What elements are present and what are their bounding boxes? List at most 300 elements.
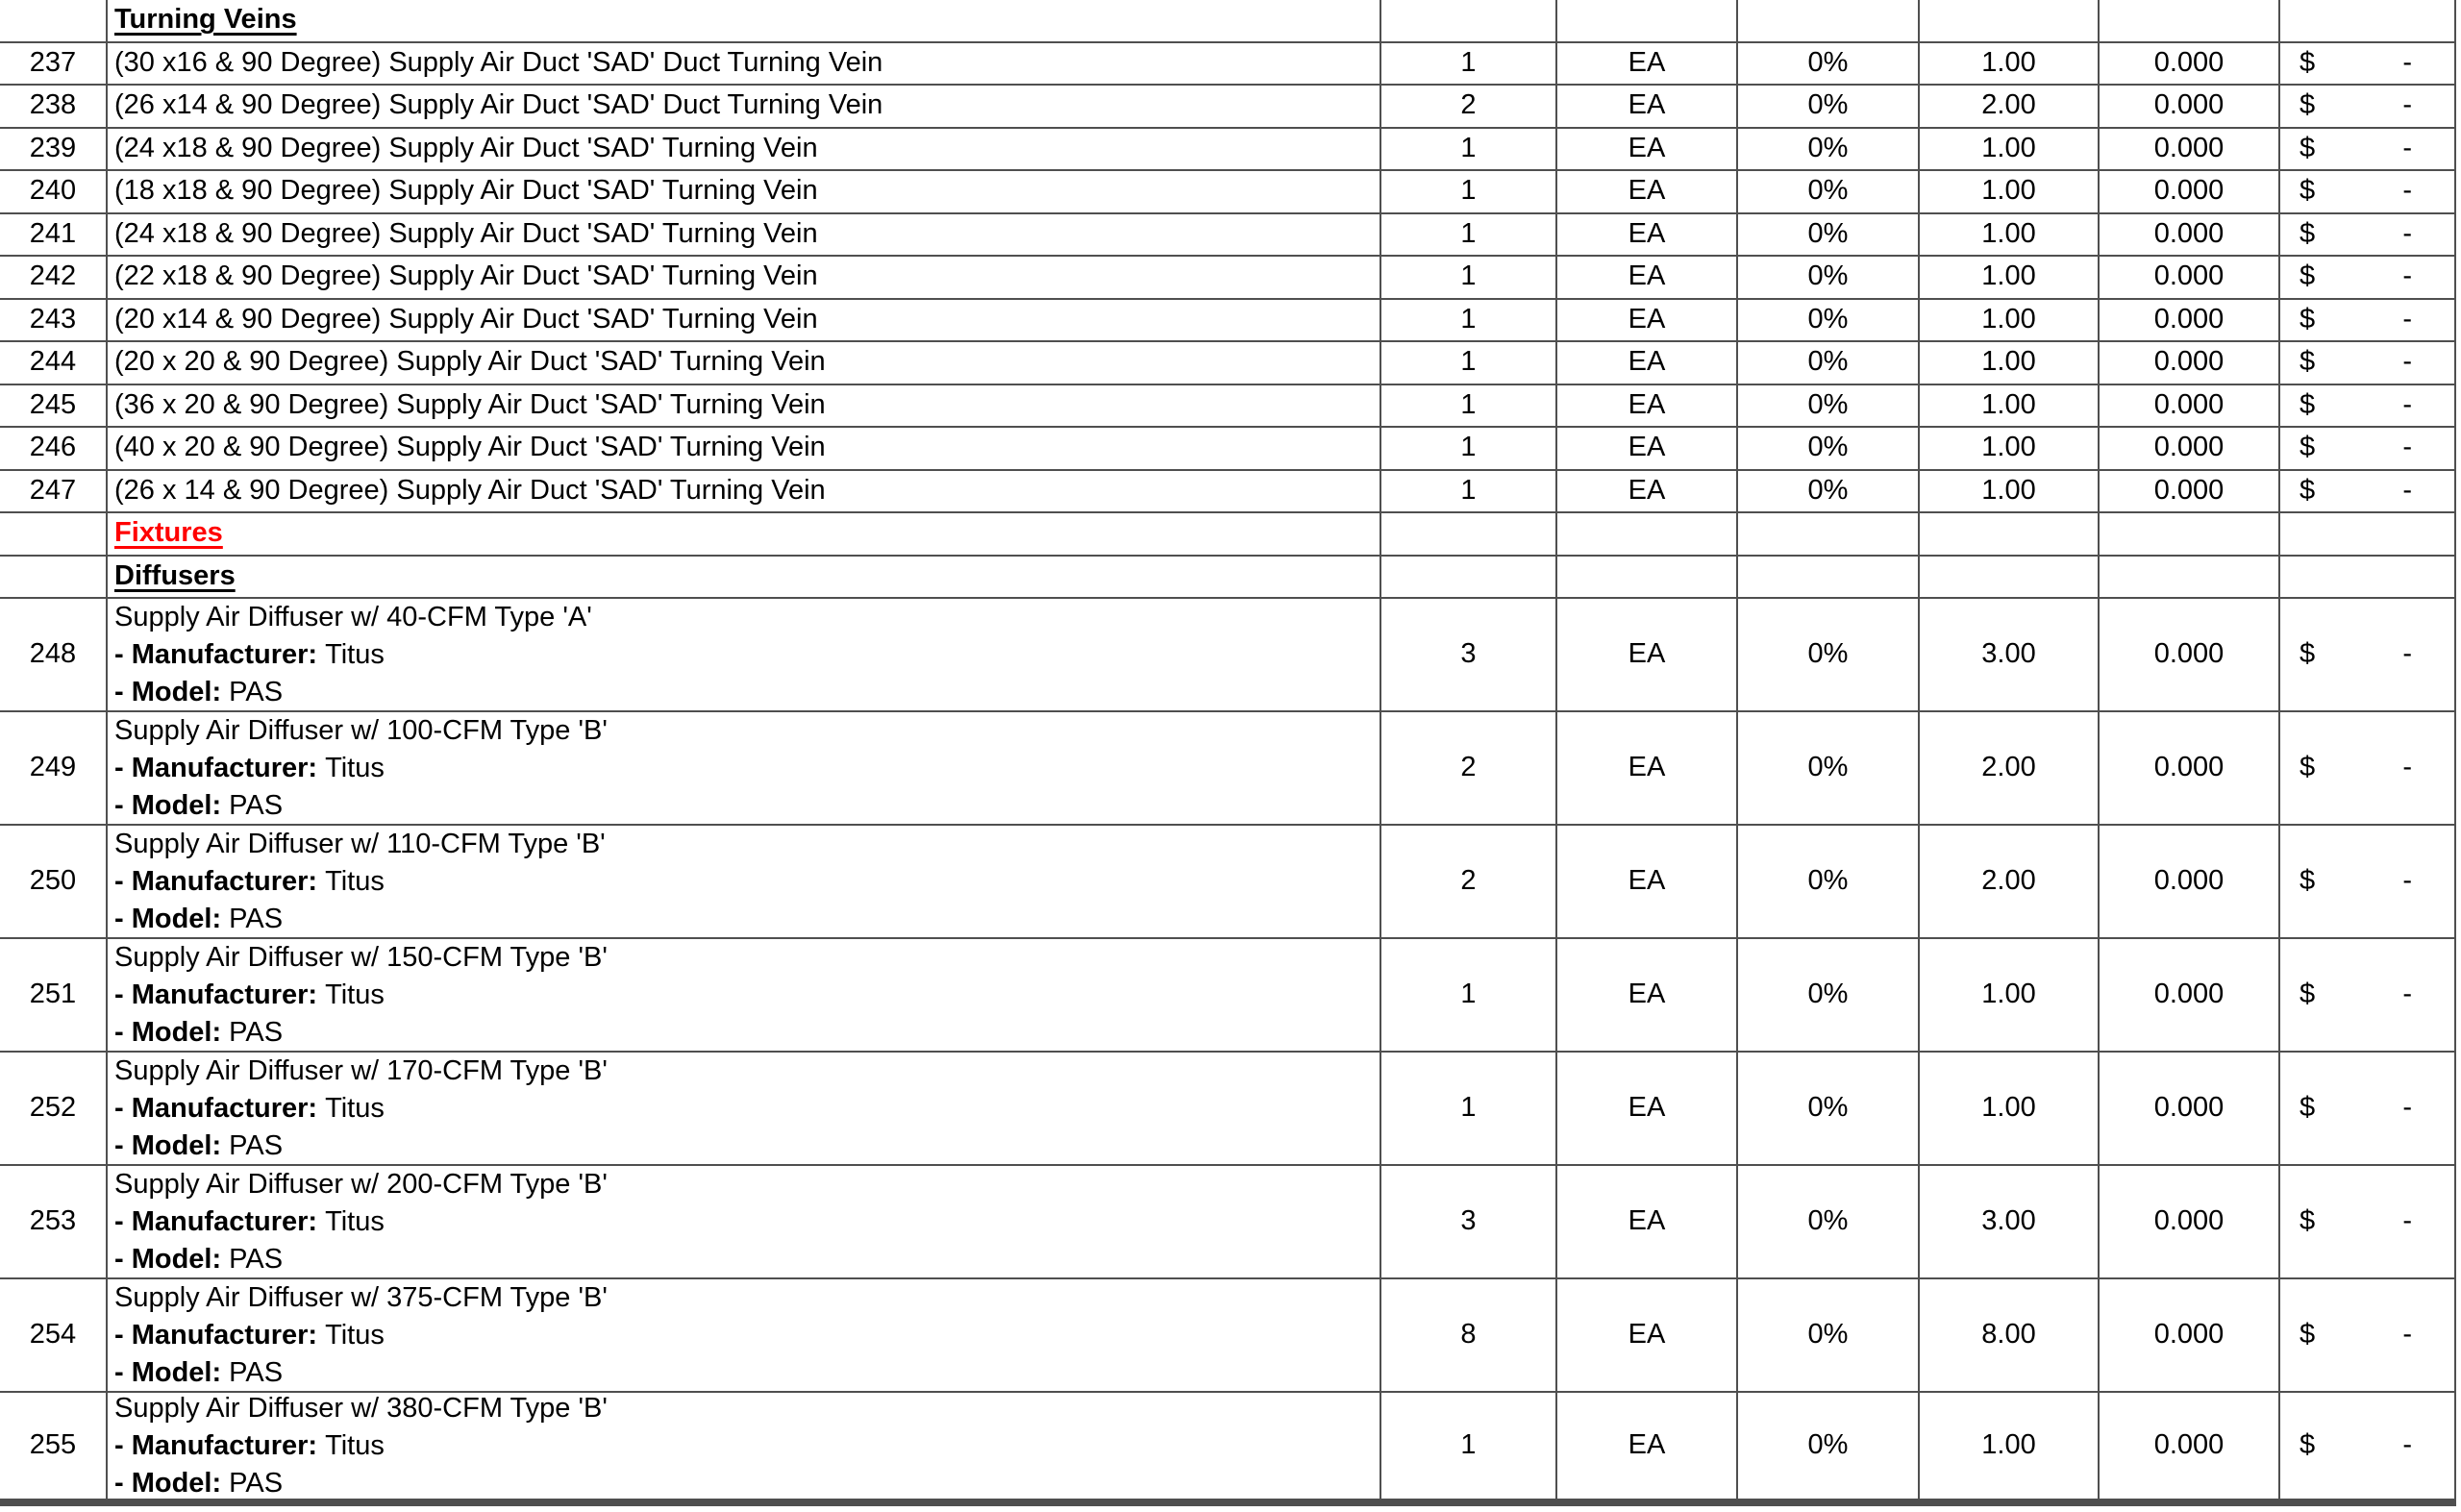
cell-percent[interactable] — [1736, 599, 1918, 710]
description-line3 — [114, 1014, 1374, 1052]
cell-extended-quantity[interactable] — [1918, 513, 2098, 555]
cell-unit[interactable] — [1555, 86, 1736, 127]
cell-item-number[interactable] — [0, 471, 106, 512]
quantity-text: 1 — [1460, 1429, 1477, 1461]
cell-description[interactable] — [106, 428, 1380, 469]
percent-text: 0% — [1807, 979, 1849, 1010]
currency-symbol: $ — [2299, 89, 2316, 121]
extended-quantity-text: 1.00 — [1981, 432, 2036, 463]
manufacturer-value: Titus — [325, 638, 385, 670]
cell-item-number[interactable] — [0, 257, 106, 298]
cell-amount[interactable] — [2278, 1053, 2456, 1164]
cell-rate[interactable] — [2098, 712, 2278, 824]
cell-amount[interactable] — [2278, 557, 2456, 598]
cell-description[interactable] — [106, 86, 1380, 127]
table-row — [0, 939, 2456, 1053]
model-label: - Model: — [114, 676, 222, 707]
description-line3 — [114, 1465, 1374, 1500]
cell-unit[interactable] — [1555, 1393, 1736, 1499]
model-value: PAS — [229, 676, 284, 707]
manufacturer-value: Titus — [325, 752, 385, 783]
cell-unit[interactable] — [1555, 599, 1736, 710]
rate-text: 0.000 — [2153, 865, 2225, 897]
cell-amount[interactable] — [2278, 712, 2456, 824]
quantity-text: 1 — [1460, 474, 1477, 506]
percent-text: 0% — [1807, 432, 1849, 463]
cell-rate[interactable] — [2098, 1166, 2278, 1277]
manufacturer-label: - Manufacturer: — [114, 1092, 318, 1124]
cell-unit[interactable] — [1555, 712, 1736, 824]
cell-description[interactable] — [106, 0, 1380, 41]
currency-symbol: $ — [2299, 1092, 2316, 1124]
cell-item-number[interactable] — [0, 129, 106, 170]
cell-unit[interactable] — [1555, 300, 1736, 341]
cell-percent[interactable] — [1736, 0, 1918, 41]
cell-quantity[interactable] — [1380, 86, 1555, 127]
table-row — [0, 385, 2456, 429]
cell-rate[interactable] — [2098, 0, 2278, 41]
amount-value: - — [2402, 432, 2412, 463]
cell-percent[interactable] — [1736, 513, 1918, 555]
cell-extended-quantity[interactable] — [1918, 557, 2098, 598]
cell-quantity[interactable] — [1380, 129, 1555, 170]
cell-extended-quantity[interactable] — [1918, 939, 2098, 1051]
cell-percent[interactable] — [1736, 1166, 1918, 1277]
cell-amount[interactable] — [2278, 939, 2456, 1051]
cell-amount[interactable] — [2278, 1393, 2456, 1499]
cell-description[interactable] — [106, 599, 1380, 710]
cell-quantity[interactable] — [1380, 214, 1555, 256]
cell-description[interactable] — [106, 1393, 1380, 1499]
quantity-text: 1 — [1460, 979, 1477, 1010]
cell-amount[interactable] — [2278, 826, 2456, 937]
cell-extended-quantity[interactable] — [1918, 171, 2098, 212]
cell-item-number[interactable] — [0, 385, 106, 427]
item-number-text: 251 — [29, 979, 77, 1010]
cell-unit[interactable] — [1555, 342, 1736, 384]
percent-text: 0% — [1807, 217, 1849, 249]
amount-value: - — [2402, 388, 2412, 420]
manufacturer-value: Titus — [325, 979, 385, 1010]
cell-description[interactable] — [106, 513, 1380, 555]
cell-item-number[interactable] — [0, 43, 106, 85]
unit-text: EA — [1628, 132, 1666, 163]
cell-extended-quantity[interactable] — [1918, 342, 2098, 384]
item-number-text: 237 — [29, 46, 77, 78]
quantity-text: 1 — [1460, 388, 1477, 420]
cell-percent[interactable] — [1736, 171, 1918, 212]
item-number-text: 243 — [29, 303, 77, 335]
manufacturer-label: - Manufacturer: — [114, 865, 318, 897]
cell-amount[interactable] — [2278, 300, 2456, 341]
description-line1: Supply Air Diffuser w/ 200-CFM Type 'B' — [114, 1168, 608, 1200]
cell-rate[interactable] — [2098, 257, 2278, 298]
cell-quantity[interactable] — [1380, 471, 1555, 512]
cell-item-number[interactable] — [0, 1053, 106, 1164]
cell-extended-quantity[interactable] — [1918, 214, 2098, 256]
cell-amount[interactable] — [2278, 342, 2456, 384]
extended-quantity-text: 3.00 — [1981, 638, 2036, 670]
extended-quantity-text: 1.00 — [1981, 175, 2036, 207]
amount-value: - — [2402, 979, 2412, 1010]
cell-quantity[interactable] — [1380, 428, 1555, 469]
description-line2 — [114, 1317, 1374, 1354]
cell-description[interactable] — [106, 712, 1380, 824]
cell-amount[interactable] — [2278, 214, 2456, 256]
description-lines — [114, 939, 1374, 1051]
rate-text: 0.000 — [2153, 1205, 2225, 1237]
cell-unit[interactable] — [1555, 1279, 1736, 1391]
cell-description[interactable] — [106, 826, 1380, 937]
amount-value: - — [2402, 1429, 2412, 1461]
cell-amount[interactable] — [2278, 385, 2456, 427]
cell-quantity[interactable] — [1380, 342, 1555, 384]
cell-item-number[interactable] — [0, 428, 106, 469]
cell-unit[interactable] — [1555, 43, 1736, 85]
item-number-text: 255 — [29, 1429, 77, 1461]
cell-percent[interactable] — [1736, 1053, 1918, 1164]
cell-item-number[interactable] — [0, 171, 106, 212]
cell-item-number[interactable] — [0, 0, 106, 41]
extended-quantity-text: 1.00 — [1981, 346, 2036, 378]
description-line3 — [114, 1128, 1374, 1165]
unit-text: EA — [1628, 175, 1666, 207]
quantity-text: 3 — [1460, 1205, 1477, 1237]
unit-text: EA — [1628, 1429, 1666, 1461]
cell-description[interactable] — [106, 129, 1380, 170]
cell-item-number[interactable] — [0, 1393, 106, 1499]
cell-percent[interactable] — [1736, 712, 1918, 824]
model-label: - Model: — [114, 1467, 222, 1499]
amount-value: - — [2402, 474, 2412, 506]
cell-quantity[interactable] — [1380, 0, 1555, 41]
description-line3 — [114, 901, 1374, 938]
currency-symbol: $ — [2299, 260, 2316, 292]
cell-extended-quantity[interactable] — [1918, 1053, 2098, 1164]
table-row — [0, 599, 2456, 712]
currency-symbol: $ — [2299, 638, 2316, 670]
description-lines — [114, 826, 1374, 937]
item-number-text: 254 — [29, 1319, 77, 1351]
description-text: (26 x 14 & 90 Degree) Supply Air Duct 'SAD' Turning Vein — [114, 474, 826, 506]
cell-description[interactable] — [106, 214, 1380, 256]
description-text: (40 x 20 & 90 Degree) Supply Air Duct 'SAD' Turning Vein — [114, 432, 826, 463]
cell-unit[interactable] — [1555, 257, 1736, 298]
cell-description[interactable] — [106, 385, 1380, 427]
cell-amount[interactable] — [2278, 0, 2456, 41]
cell-item-number[interactable] — [0, 214, 106, 256]
cell-item-number[interactable] — [0, 712, 106, 824]
cell-extended-quantity[interactable] — [1918, 257, 2098, 298]
cell-rate[interactable] — [2098, 342, 2278, 384]
cell-quantity[interactable] — [1380, 939, 1555, 1051]
cell-item-number[interactable] — [0, 513, 106, 555]
cell-quantity[interactable] — [1380, 599, 1555, 710]
cell-unit[interactable] — [1555, 513, 1736, 555]
percent-text: 0% — [1807, 1429, 1849, 1461]
cell-percent[interactable] — [1736, 471, 1918, 512]
cell-description[interactable] — [106, 557, 1380, 598]
cell-item-number[interactable] — [0, 300, 106, 341]
rate-text: 0.000 — [2153, 432, 2225, 463]
cell-item-number[interactable] — [0, 1279, 106, 1391]
section-header-label: Turning Veins — [114, 4, 297, 36]
cell-quantity[interactable] — [1380, 300, 1555, 341]
rate-text: 0.000 — [2153, 175, 2225, 207]
cell-rate[interactable] — [2098, 300, 2278, 341]
amount-value: - — [2402, 89, 2412, 121]
amount-value: - — [2402, 303, 2412, 335]
cell-extended-quantity[interactable] — [1918, 0, 2098, 41]
cell-percent[interactable] — [1736, 257, 1918, 298]
currency-symbol: $ — [2299, 346, 2316, 378]
item-number-text: 240 — [29, 175, 77, 207]
rate-text: 0.000 — [2153, 638, 2225, 670]
description-line2 — [114, 1090, 1374, 1128]
cell-unit[interactable] — [1555, 214, 1736, 256]
cell-percent[interactable] — [1736, 86, 1918, 127]
description-line1: Supply Air Diffuser w/ 40-CFM Type 'A' — [114, 601, 592, 632]
cell-extended-quantity[interactable] — [1918, 712, 2098, 824]
cell-rate[interactable] — [2098, 43, 2278, 85]
cell-quantity[interactable] — [1380, 43, 1555, 85]
cell-unit[interactable] — [1555, 385, 1736, 427]
cell-extended-quantity[interactable] — [1918, 385, 2098, 427]
cell-extended-quantity[interactable] — [1918, 86, 2098, 127]
cell-amount[interactable] — [2278, 171, 2456, 212]
cell-rate[interactable] — [2098, 214, 2278, 256]
cell-unit[interactable] — [1555, 171, 1736, 212]
cell-quantity[interactable] — [1380, 513, 1555, 555]
cell-quantity[interactable] — [1380, 1166, 1555, 1277]
cell-rate[interactable] — [2098, 1393, 2278, 1499]
cell-unit[interactable] — [1555, 1053, 1736, 1164]
cell-extended-quantity[interactable] — [1918, 1166, 2098, 1277]
table-row — [0, 300, 2456, 343]
cell-amount[interactable] — [2278, 86, 2456, 127]
cell-amount[interactable] — [2278, 428, 2456, 469]
rate-text: 0.000 — [2153, 303, 2225, 335]
amount-value: - — [2402, 175, 2412, 207]
cell-rate[interactable] — [2098, 428, 2278, 469]
cell-description[interactable] — [106, 471, 1380, 512]
cell-percent[interactable] — [1736, 342, 1918, 384]
model-label: - Model: — [114, 1129, 222, 1161]
unit-text: EA — [1628, 1205, 1666, 1237]
amount-value: - — [2402, 346, 2412, 378]
cell-amount[interactable] — [2278, 513, 2456, 555]
quantity-text: 1 — [1460, 1092, 1477, 1124]
unit-text: EA — [1628, 865, 1666, 897]
description-line2 — [114, 977, 1374, 1014]
description-lines — [114, 1279, 1374, 1391]
cell-rate[interactable] — [2098, 1279, 2278, 1391]
cell-percent[interactable] — [1736, 129, 1918, 170]
cell-amount[interactable] — [2278, 1166, 2456, 1277]
unit-text: EA — [1628, 388, 1666, 420]
currency-symbol: $ — [2299, 175, 2316, 207]
cell-quantity[interactable] — [1380, 826, 1555, 937]
quantity-text: 1 — [1460, 217, 1477, 249]
percent-text: 0% — [1807, 1092, 1849, 1124]
unit-text: EA — [1628, 89, 1666, 121]
cell-unit[interactable] — [1555, 471, 1736, 512]
cell-percent[interactable] — [1736, 1393, 1918, 1499]
cell-rate[interactable] — [2098, 557, 2278, 598]
unit-text: EA — [1628, 303, 1666, 335]
percent-text: 0% — [1807, 175, 1849, 207]
cell-amount[interactable] — [2278, 599, 2456, 710]
cell-percent[interactable] — [1736, 214, 1918, 256]
cell-description[interactable] — [106, 342, 1380, 384]
cell-description[interactable] — [106, 1279, 1380, 1391]
cell-rate[interactable] — [2098, 385, 2278, 427]
cell-percent[interactable] — [1736, 300, 1918, 341]
manufacturer-label: - Manufacturer: — [114, 638, 318, 670]
table-row — [0, 342, 2456, 385]
cell-amount[interactable] — [2278, 1279, 2456, 1391]
cell-extended-quantity[interactable] — [1918, 129, 2098, 170]
cell-extended-quantity[interactable] — [1918, 599, 2098, 710]
cell-description[interactable] — [106, 43, 1380, 85]
description-line1: Supply Air Diffuser w/ 375-CFM Type 'B' — [114, 1281, 608, 1313]
table-row — [0, 557, 2456, 600]
cell-extended-quantity[interactable] — [1918, 428, 2098, 469]
cell-quantity[interactable] — [1380, 1393, 1555, 1499]
table-row — [0, 214, 2456, 258]
cell-rate[interactable] — [2098, 599, 2278, 710]
cell-rate[interactable] — [2098, 826, 2278, 937]
cell-item-number[interactable] — [0, 599, 106, 710]
description-lines — [114, 599, 1374, 710]
cell-item-number[interactable] — [0, 826, 106, 937]
description-lines — [114, 1053, 1374, 1164]
description-text: (24 x18 & 90 Degree) Supply Air Duct 'SAD' Turning Vein — [114, 217, 818, 249]
cell-percent[interactable] — [1736, 826, 1918, 937]
cell-unit[interactable] — [1555, 428, 1736, 469]
cell-percent[interactable] — [1736, 385, 1918, 427]
cell-item-number[interactable] — [0, 342, 106, 384]
cell-extended-quantity[interactable] — [1918, 1279, 2098, 1391]
manufacturer-label: - Manufacturer: — [114, 1429, 318, 1461]
description-text: (36 x 20 & 90 Degree) Supply Air Duct 'SAD' Turning Vein — [114, 388, 826, 420]
cell-description[interactable] — [106, 939, 1380, 1051]
cell-percent[interactable] — [1736, 1279, 1918, 1391]
cell-percent[interactable] — [1736, 43, 1918, 85]
unit-text: EA — [1628, 474, 1666, 506]
cell-unit[interactable] — [1555, 557, 1736, 598]
cell-amount[interactable] — [2278, 257, 2456, 298]
unit-text: EA — [1628, 346, 1666, 378]
cell-rate[interactable] — [2098, 129, 2278, 170]
cell-rate[interactable] — [2098, 513, 2278, 555]
item-number-text: 244 — [29, 346, 77, 378]
description-text: (30 x16 & 90 Degree) Supply Air Duct 'SAD' Duct Turning Vein — [114, 46, 883, 78]
amount-value: - — [2402, 638, 2412, 670]
cell-unit[interactable] — [1555, 0, 1736, 41]
table-row — [0, 1166, 2456, 1279]
extended-quantity-text: 3.00 — [1981, 1205, 2036, 1237]
rate-text: 0.000 — [2153, 46, 2225, 78]
extended-quantity-text: 1.00 — [1981, 1092, 2036, 1124]
amount-value: - — [2402, 752, 2412, 783]
cell-unit[interactable] — [1555, 1166, 1736, 1277]
description-line2 — [114, 1427, 1374, 1465]
cell-rate[interactable] — [2098, 471, 2278, 512]
amount-value: - — [2402, 46, 2412, 78]
manufacturer-value: Titus — [325, 1429, 385, 1461]
extended-quantity-text: 1.00 — [1981, 474, 2036, 506]
cell-quantity[interactable] — [1380, 1279, 1555, 1391]
cell-quantity[interactable] — [1380, 557, 1555, 598]
cell-item-number[interactable] — [0, 557, 106, 598]
rate-text: 0.000 — [2153, 1092, 2225, 1124]
cell-amount[interactable] — [2278, 471, 2456, 512]
cell-extended-quantity[interactable] — [1918, 826, 2098, 937]
cell-rate[interactable] — [2098, 86, 2278, 127]
percent-text: 0% — [1807, 474, 1849, 506]
cell-description[interactable] — [106, 257, 1380, 298]
cell-extended-quantity[interactable] — [1918, 1393, 2098, 1499]
quantity-text: 2 — [1460, 752, 1477, 783]
description-lines — [114, 1393, 1374, 1499]
cell-description[interactable] — [106, 1053, 1380, 1164]
cell-description[interactable] — [106, 300, 1380, 341]
cell-amount[interactable] — [2278, 129, 2456, 170]
currency-symbol: $ — [2299, 474, 2316, 506]
rate-text: 0.000 — [2153, 260, 2225, 292]
cell-unit[interactable] — [1555, 939, 1736, 1051]
model-value: PAS — [229, 1467, 284, 1499]
cell-extended-quantity[interactable] — [1918, 43, 2098, 85]
cell-quantity[interactable] — [1380, 385, 1555, 427]
cell-item-number[interactable] — [0, 86, 106, 127]
amount-value: - — [2402, 1319, 2412, 1351]
cell-item-number[interactable] — [0, 939, 106, 1051]
cell-description[interactable] — [106, 1166, 1380, 1277]
cell-quantity[interactable] — [1380, 1053, 1555, 1164]
cell-extended-quantity[interactable] — [1918, 471, 2098, 512]
quantity-text: 1 — [1460, 46, 1477, 78]
percent-text: 0% — [1807, 752, 1849, 783]
model-value: PAS — [229, 1016, 284, 1048]
cell-rate[interactable] — [2098, 939, 2278, 1051]
description-lines — [114, 1166, 1374, 1277]
cell-quantity[interactable] — [1380, 171, 1555, 212]
cell-unit[interactable] — [1555, 129, 1736, 170]
table-row — [0, 1393, 2456, 1506]
percent-text: 0% — [1807, 1319, 1849, 1351]
cell-percent[interactable] — [1736, 939, 1918, 1051]
cell-percent[interactable] — [1736, 428, 1918, 469]
rate-text: 0.000 — [2153, 388, 2225, 420]
cell-percent[interactable] — [1736, 557, 1918, 598]
cell-quantity[interactable] — [1380, 257, 1555, 298]
cell-rate[interactable] — [2098, 1053, 2278, 1164]
cell-item-number[interactable] — [0, 1166, 106, 1277]
cell-amount[interactable] — [2278, 43, 2456, 85]
cell-quantity[interactable] — [1380, 712, 1555, 824]
cell-extended-quantity[interactable] — [1918, 300, 2098, 341]
cell-rate[interactable] — [2098, 171, 2278, 212]
manufacturer-value: Titus — [325, 1092, 385, 1124]
description-line1: Supply Air Diffuser w/ 110-CFM Type 'B' — [114, 828, 606, 859]
cell-description[interactable] — [106, 171, 1380, 212]
percent-text: 0% — [1807, 260, 1849, 292]
quantity-text: 3 — [1460, 638, 1477, 670]
cell-unit[interactable] — [1555, 826, 1736, 937]
table-row — [0, 43, 2456, 87]
